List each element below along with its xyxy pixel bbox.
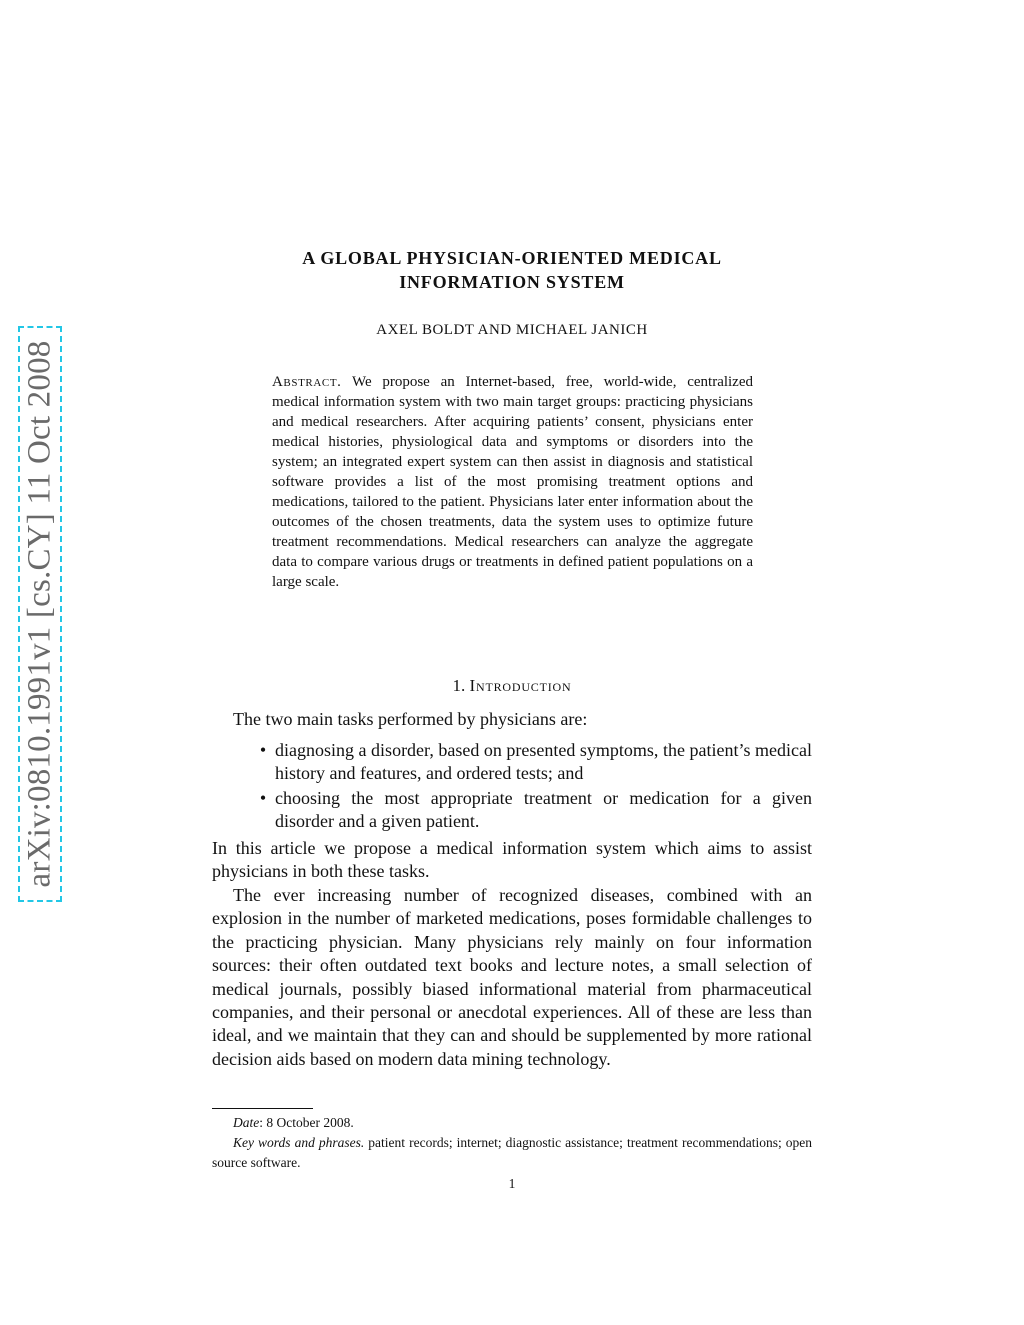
date-label: Date	[233, 1115, 260, 1130]
page-number: 1	[508, 1176, 516, 1191]
abstract-label: Abstract.	[272, 374, 342, 390]
keywords-label: Key words and phrases.	[233, 1135, 365, 1150]
arxiv-stamp[interactable]: arXiv:0810.1991v1 [cs.CY] 11 Oct 2008	[21, 340, 58, 888]
bullet-icon: •	[259, 787, 267, 808]
section-heading	[212, 676, 812, 696]
date-value: : 8 October 2008.	[259, 1115, 354, 1130]
list-item-text: choosing the most appropriate treatment or medication for a given disorder and a given patient.	[275, 787, 812, 832]
title-line-2: INFORMATION SYSTEM	[399, 272, 625, 292]
list-item	[256, 739, 812, 786]
footnote-date	[212, 1113, 812, 1133]
bullet-icon: •	[259, 740, 267, 760]
footnote-divider	[212, 1108, 313, 1109]
section-title: Introduction	[469, 676, 572, 695]
task-list	[256, 739, 812, 835]
section-number: 1.	[452, 676, 466, 695]
abstract	[272, 372, 753, 592]
intro-paragraph: The two main tasks performed by physicians are:	[233, 709, 588, 729]
title-line-1: A GLOBAL PHYSICIAN-ORIENTED MEDICAL	[302, 248, 722, 268]
authors: AXEL BOLDT AND MICHAEL JANICH	[376, 322, 648, 338]
keywords-value: patient records; internet; diagnostic assistance; treatment recommendations; open source software.	[212, 1135, 812, 1170]
list-item-text: diagnosing a disorder, based on presented symptoms, the patient’s medical history and features, and ordered tests; and	[275, 740, 812, 784]
paper-title	[212, 246, 812, 294]
list-item	[256, 787, 812, 834]
abstract-text: We propose an Internet-based, free, world-wide, centralized medical information system with two main target groups: practicing physicians and medical researchers. After acquiring patients’ consent, physicians enter medical histories, physiological data and symptoms or disorders into the system; an integrated expert system can then assist in diagnosis and statistical software provides a list of the most promising treatment options and medications, tailored to the patient. Physicians later enter information about the outcomes of the chosen treatments, data the system uses to optimize future treatment recommendations. Medical researchers can analyze the aggregate data to compare various drugs or treatments in defined patient populations on a large scale.	[272, 374, 753, 590]
body-paragraph: The ever increasing number of recognized diseases, combined with an explosion in the number of marketed medications, poses formidable challenges to the practicing physician. Many physicians rely mainly on four information sources: their often outdated text books and lecture notes, a small selection of medical journals, possibly biased informational material from pharmaceutical companies, and their personal or anecdotal experiences. All of these are less than ideal, and we maintain that they can and should be supplemented by more rational decision aids based on modern data mining technology.	[212, 885, 812, 1069]
article-paragraph: In this article we propose a medical information system which aims to assist physicians in both these tasks.	[212, 838, 812, 882]
footnote-keywords	[212, 1133, 812, 1173]
